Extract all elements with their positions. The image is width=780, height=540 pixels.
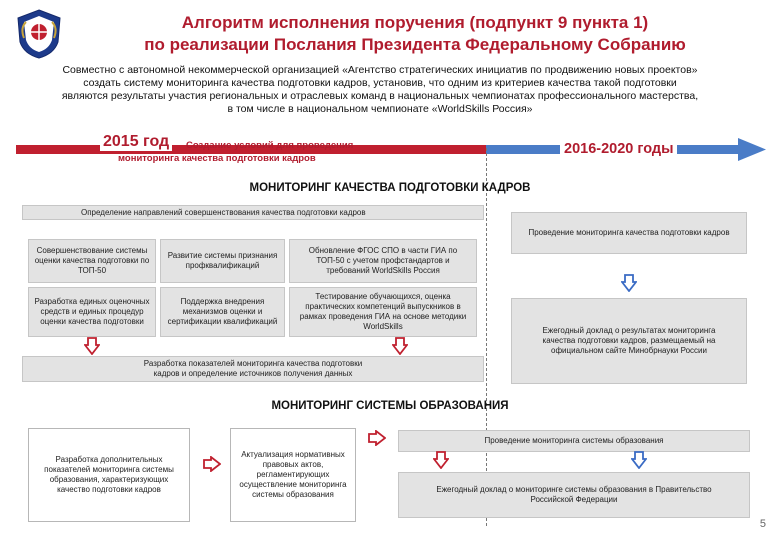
blue-down-arrow-icon (631, 451, 647, 474)
red-right-arrow-icon (368, 430, 386, 451)
grid-cell-6: Тестирование обучающихся, оценка практических компетенций выпускников в рамках проведения ГИА на основе методики WorldSkills (289, 287, 477, 337)
additional-indicators-box: Разработка дополнительных показателей мониторинга системы образования, характеризующих качество подготовки кадров (28, 428, 190, 522)
title-line-2: по реализации Послания Президента Федеральному Собранию (144, 35, 686, 54)
indicators-box: Разработка показателей мониторинга качества подготовки кадров и определение источников получения данных (22, 356, 484, 382)
period-2016-2020-label: 2016-2020 годы (560, 140, 677, 158)
period-divider (486, 148, 487, 526)
education-report-box: Ежегодный доклад о мониторинге системы образования в Правительство Российской Федерации (398, 472, 750, 518)
quality-report-box: Ежегодный доклад о результатах мониторинга качества подготовки кадров, размещаемый на официальном сайте Минобрнауки России (511, 298, 747, 384)
section-quality-heading: МОНИТОРИНГ КАЧЕСТВА ПОДГОТОВКИ КАДРОВ (249, 182, 531, 194)
education-monitoring-box: Проведение мониторинга системы образования (398, 430, 750, 452)
intro-text: Совместно с автономной некоммерческой организацией «Агентство стратегических инициатив по продвижению новых проектов» создать систему мониторинга качества подготовки кадров, установив, что одним из критериев качества такой подготовки являются результаты участия региональных и отраслевых команд в национальных чемпионатах профессионального мастерства, в том числе в национальном чемпионате «WorldSkills Россия» (61, 64, 699, 115)
year-2015-label: 2015 год (100, 133, 172, 151)
grid-cell-4: Разработка единых оценочных средств и единых процедур оценки качества подготовки (28, 287, 156, 337)
page-title (95, 12, 735, 56)
quality-monitoring-box: Проведение мониторинга качества подготовки кадров (511, 212, 747, 254)
grid-cell-2: Развитие системы признания профквалификаций (160, 239, 285, 283)
red-right-arrow-icon (203, 456, 221, 477)
blue-down-arrow-icon (621, 274, 637, 297)
emblem-logo (14, 8, 64, 60)
grid-cell-5: Поддержка внедрения механизмов оценки и сертификации квалификаций (160, 287, 285, 337)
grid-cell-3: Обновление ФГОС СПО в части ГИА по ТОП-50 с учетом профстандартов и требований WorldSkills Россия (289, 239, 477, 283)
page-number: 5 (759, 518, 766, 530)
directions-box: Определение направлений совершенствования качества подготовки кадров (22, 205, 484, 220)
red-down-arrow-icon (433, 451, 449, 474)
year-2015-description: Создание условий для проведения мониторинга качества подготовки кадров (118, 140, 354, 164)
section-education-heading: МОНИТОРИНГ СИСТЕМЫ ОБРАЗОВАНИЯ (271, 400, 509, 412)
legal-acts-box: Актуализация нормативных правовых актов, регламентирующих осуществление мониторинга системы образования (230, 428, 356, 522)
title-line-1: Алгоритм исполнения поручения (подпункт 9 пункта 1) (181, 13, 649, 32)
grid-cell-1: Совершенствование системы оценки качества подготовки по ТОП-50 (28, 239, 156, 283)
